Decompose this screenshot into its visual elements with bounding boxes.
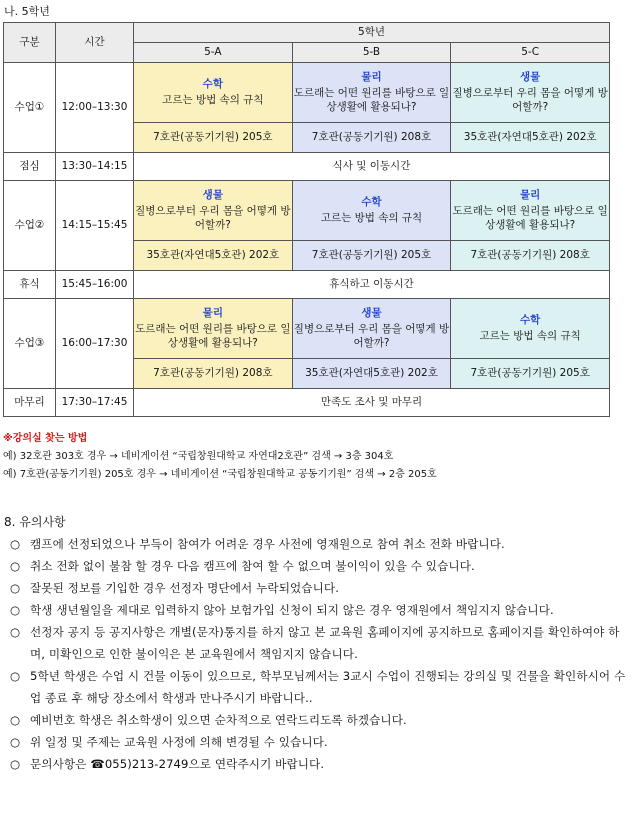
topic-text: 고르는 방법 속의 규칙 [479,330,581,342]
topic-text: 고르는 방법 속의 규칙 [320,212,423,224]
subject-label: 물리 [202,307,223,320]
header-class-b: 5-B [292,43,451,63]
subject-label: 물리 [520,189,541,202]
caution-item: ○ 캠프에 선정되었으나 부득이 참여가 어려운 경우 사전에 영재원으로 참여 취소 전화 바랍니다. [8,533,628,555]
caution-item: ○ 위 일정 및 주제는 교육원 사정에 의해 변경될 수 있습니다. [8,731,628,753]
section-heading: 나. 5학년 [4,5,50,18]
row-time: 12:00–13:30 [56,63,134,153]
subject-label: 수학 [202,77,223,90]
row-time: 17:30–17:45 [56,389,134,417]
header-grade: 5학년 [134,23,610,43]
section-title: 8. 유의사항 [4,515,66,529]
room-text: 35호관(자연대5호관) 202호 [451,123,610,153]
topic-text: 고르는 방법 속의 규칙 [162,94,264,106]
room-text: 35호관(자연대5호관) 202호 [134,241,293,271]
topic-text: 질병으로부터 우리 몸을 어떻게 방어할까? [293,323,450,349]
class-cell [451,299,610,359]
class-cell [134,299,293,359]
row-time: 16:00–17:30 [56,299,134,389]
header-class-c: 5-C [451,43,610,63]
caution-item: ○ 취소 전화 없이 불참 할 경우 다음 캠프에 참여 할 수 없으며 불이익이 있을 수 있습니다. [8,555,628,577]
subject-label: 생물 [520,71,541,84]
class-cell [451,63,610,123]
room-text: 7호관(공동기기원) 205호 [134,123,293,153]
topic-text: 질병으로부터 우리 몸을 어떻게 방어할까? [135,205,291,231]
row-label: 수업① [4,63,56,153]
room-text: 35호관(자연대5호관) 202호 [292,359,451,389]
row-label: 점심 [4,153,56,181]
room-finding-notes [3,430,437,484]
subject-label: 생물 [361,307,382,320]
caution-item: ○ 잘못된 정보를 기입한 경우 선정자 명단에서 누락되었습니다. [8,577,628,599]
row-label: 마무리 [4,389,56,417]
header-gubun: 구분 [4,23,56,63]
class-cell [292,63,451,123]
room-text: 7호관(공동기기원) 208호 [451,241,610,271]
row-time: 14:15–15:45 [56,181,134,271]
notes-example-1: 예) 32호관 303호 경우 → 네비게이션 “국립창원대학교 자연대2호관” 검색 → 3층 304호 [3,451,394,462]
span-activity: 만족도 조사 및 마무리 [134,389,610,417]
caution-item: ○ 선정자 공지 등 공지사항은 개별(문자)통지를 하지 않고 본 교육원 홈페이지에 공지하므로 홈페이지를 확인하여야 하며, 미확인으로 인한 불이익은 본 교육원에서 책임지지 않습니다. [8,621,628,665]
notes-example-2: 예) 7호관(공동기기원) 205호 경우 → 네비게이션 “국립창원대학교 공동기기원” 검색 → 2층 205호 [3,469,437,480]
span-activity: 휴식하고 이동시간 [134,271,610,299]
notes-title: ※강의실 찾는 방법 [3,433,88,444]
caution-item: ○ 5학년 학생은 수업 시 건물 이동이 있으므로, 학부모님께서는 3교시 수업이 진행되는 강의실 및 건물을 확인하시어 수업 종료 후 해당 장소에서 학생과 만나주시기 바랍니다.. [8,665,628,709]
class-cell [292,181,451,241]
subject-label: 물리 [361,71,382,84]
caution-list [8,533,628,775]
class-cell [134,181,293,241]
schedule-table [3,22,610,417]
subject-label: 수학 [520,313,541,326]
topic-text: 도르래는 어떤 원리를 바탕으로 일상생활에 활용되나? [293,87,450,113]
row-time: 15:45–16:00 [56,271,134,299]
room-text: 7호관(공동기기원) 208호 [292,123,451,153]
row-label: 휴식 [4,271,56,299]
topic-text: 도르래는 어떤 원리를 바탕으로 일상생활에 활용되나? [452,205,608,231]
room-text: 7호관(공동기기원) 205호 [292,241,451,271]
caution-item: ○ 문의사항은 ☎055)213-2749으로 연락주시기 바랍니다. [8,753,628,775]
room-text: 7호관(공동기기원) 205호 [451,359,610,389]
topic-text: 질병으로부터 우리 몸을 어떻게 방어할까? [452,87,608,113]
row-label: 수업② [4,181,56,271]
class-cell [292,299,451,359]
span-activity: 식사 및 이동시간 [134,153,610,181]
subject-label: 생물 [202,189,223,202]
class-cell [134,63,293,123]
header-time: 시간 [56,23,134,63]
subject-label: 수학 [361,195,382,208]
caution-item: ○ 예비번호 학생은 취소학생이 있으면 순차적으로 연락드리도록 하겠습니다. [8,709,628,731]
class-cell [451,181,610,241]
room-text: 7호관(공동기기원) 208호 [134,359,293,389]
row-label: 수업③ [4,299,56,389]
header-class-a: 5-A [134,43,293,63]
topic-text: 도르래는 어떤 원리를 바탕으로 일상생활에 활용되나? [135,323,291,349]
caution-item: ○ 학생 생년월일을 제대로 입력하지 않아 보험가입 신청이 되지 않은 경우 영재원에서 책임지지 않습니다. [8,599,628,621]
row-time: 13:30–14:15 [56,153,134,181]
